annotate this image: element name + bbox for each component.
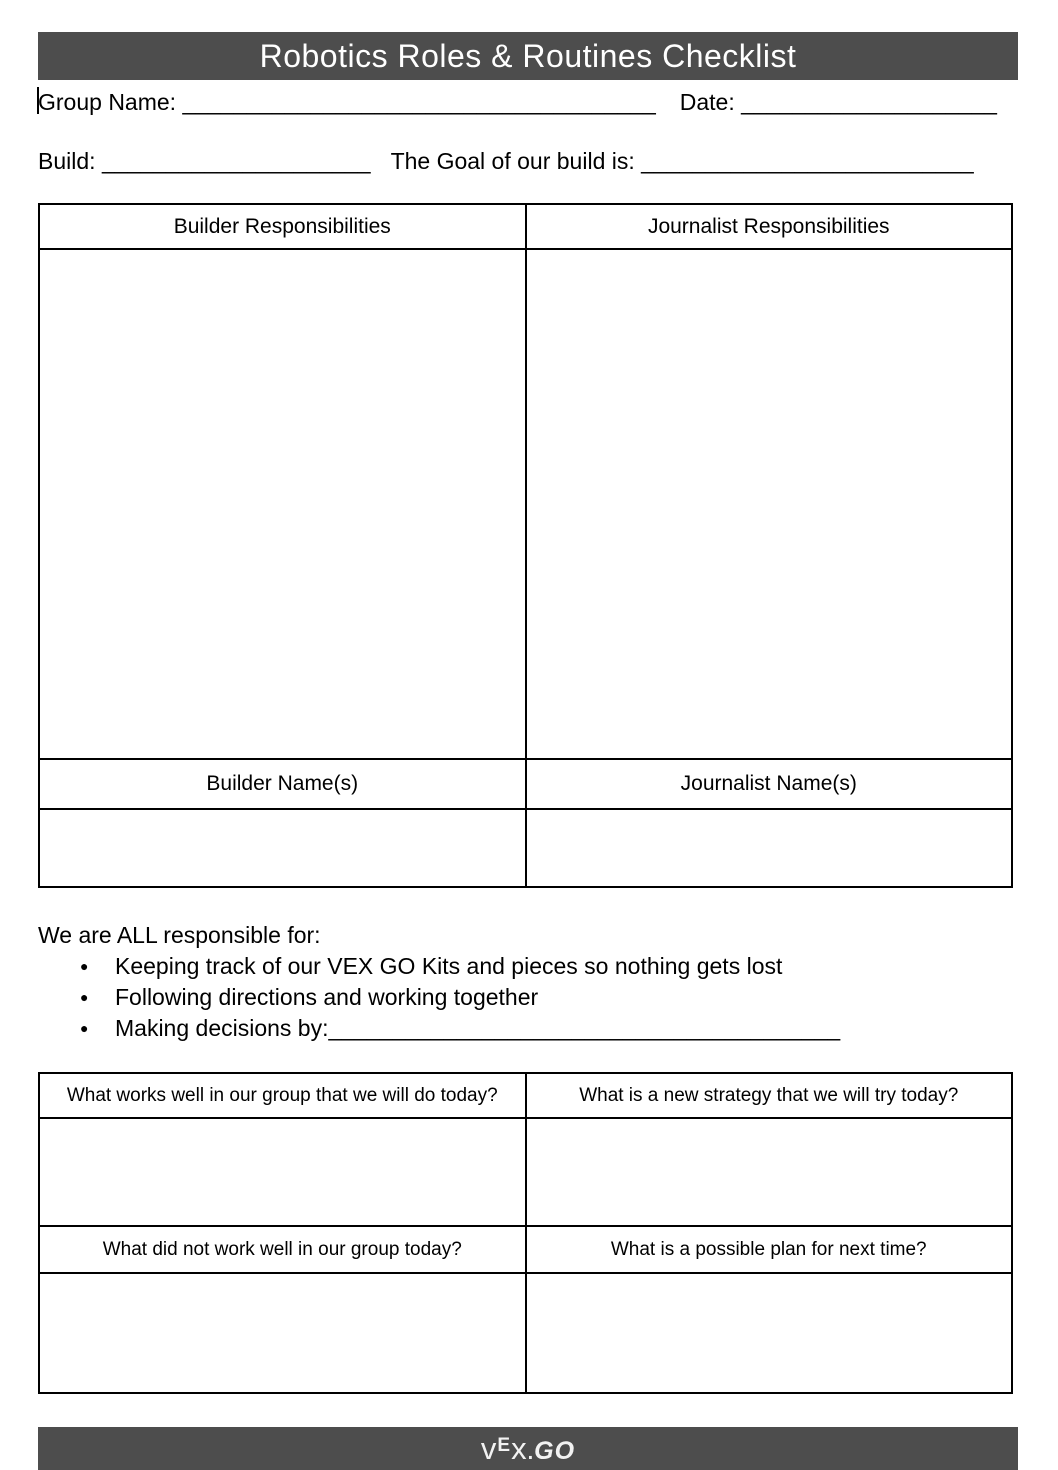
vexgo-logo <box>481 1433 575 1464</box>
new-strategy-cell[interactable] <box>526 1118 1013 1226</box>
list-item <box>80 1013 1018 1044</box>
build-label: Build: <box>38 148 96 174</box>
goal-blank[interactable]: __________________________ <box>641 148 974 174</box>
responsibilities-intro: We are ALL responsible for: <box>38 922 321 948</box>
logo-letter-x: x <box>511 1431 527 1466</box>
bullet-text: Making decisions by: <box>115 1015 329 1041</box>
journalist-responsibilities-header: Journalist Responsibilities <box>526 204 1013 249</box>
build-goal-line <box>38 146 974 176</box>
bullet-icon: ● <box>80 1020 89 1036</box>
document-title-bar <box>38 32 1018 80</box>
bullet-icon: ● <box>80 958 89 974</box>
responsibilities-section <box>38 920 1018 1044</box>
plan-header: What is a possible plan for next time? <box>526 1226 1013 1273</box>
bullet-icon: ● <box>80 989 89 1005</box>
logo-letter-v: v <box>480 1431 497 1466</box>
logo-dot: . <box>527 1442 534 1464</box>
table-row <box>39 759 1012 809</box>
list-item <box>80 951 1018 982</box>
not-work-cell[interactable] <box>39 1273 526 1393</box>
reflection-table <box>38 1072 1013 1394</box>
plan-cell[interactable] <box>526 1273 1013 1393</box>
bullet-text: Keeping track of our VEX GO Kits and pieces so nothing gets lost <box>115 953 783 979</box>
page-title: Robotics Roles & Routines Checklist <box>259 37 797 74</box>
journalist-responsibilities-cell[interactable] <box>526 249 1013 759</box>
works-well-header: What works well in our group that we will do today? <box>39 1073 526 1118</box>
builder-names-cell[interactable] <box>39 809 526 887</box>
table-row <box>39 1073 1012 1118</box>
table-row <box>39 1226 1012 1273</box>
list-item <box>80 982 1018 1013</box>
builder-responsibilities-header: Builder Responsibilities <box>39 204 526 249</box>
logo-go: GO <box>534 1437 576 1465</box>
table-row <box>39 204 1012 249</box>
new-strategy-header: What is a new strategy that we will try today? <box>526 1073 1013 1118</box>
date-label: Date: <box>679 89 735 115</box>
builder-names-header: Builder Name(s) <box>39 759 526 809</box>
footer-bar <box>38 1427 1018 1470</box>
journalist-names-cell[interactable] <box>526 809 1013 887</box>
table-row <box>39 1273 1012 1393</box>
table-row <box>39 249 1012 759</box>
goal-label: The Goal of our build is: <box>390 148 635 174</box>
roles-table <box>38 203 1013 888</box>
works-well-cell[interactable] <box>39 1118 526 1226</box>
table-row <box>39 809 1012 887</box>
date-blank[interactable]: ____________________ <box>741 89 997 115</box>
bullet-text: Following directions and working together <box>115 984 539 1010</box>
group-date-line <box>38 87 997 117</box>
journalist-names-header: Journalist Name(s) <box>526 759 1013 809</box>
group-name-blank[interactable]: _____________________________________ <box>182 89 656 115</box>
build-blank[interactable]: _____________________ <box>101 148 371 174</box>
logo-letter-e: E <box>497 1435 511 1456</box>
builder-responsibilities-cell[interactable] <box>39 249 526 759</box>
table-row <box>39 1118 1012 1226</box>
not-work-header: What did not work well in our group today? <box>39 1226 526 1273</box>
decisions-blank[interactable]: ________________________________________ <box>328 1015 841 1041</box>
group-name-label: Group Name: <box>38 89 177 115</box>
